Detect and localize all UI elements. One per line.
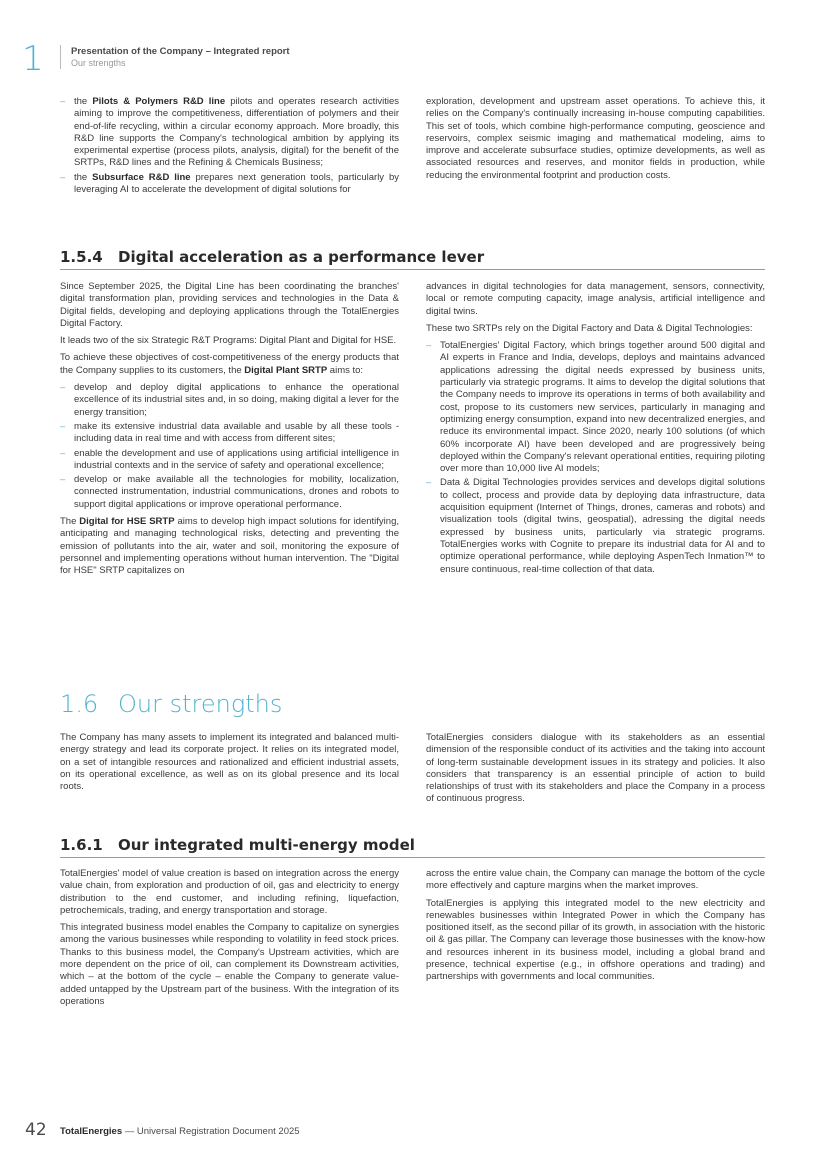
- list-item: – develop and deploy digital applications to enhance the operational excellence of its industrial sites and, in so doing, making digital a lever for the energy transition;: [60, 382, 399, 419]
- paragraph: TotalEnergies considers dialogue with its stakeholders as an essential dimension of the responsible conduct of its activities and the taking into account of long-term sustainable development issues in its strategy and policies. It also considers that transparency is an essential principle of action to build relationships of trust with its stakeholders and place the Company in a process of continuous progress.: [426, 732, 765, 805]
- page-number: 42: [25, 1120, 47, 1140]
- list-item: – make its extensive industrial data available and usable by all these tools - including data in real time and with access from different sites;: [60, 421, 399, 446]
- chapter-number: 1: [22, 39, 44, 79]
- top-right-column: [426, 96, 765, 187]
- section-number: 1.5.4: [60, 248, 103, 266]
- top-left-column: [60, 96, 399, 201]
- list-item: – the Subsurface R&D line prepares next generation tools, particularly by leveraging AI to accelerate the development of digital solutions for: [60, 172, 399, 197]
- paragraph: These two SRTPs rely on the Digital Factory and Data & Digital Technologies:: [426, 322, 753, 334]
- section-title: Our strengths: [118, 690, 283, 718]
- section-title: Our integrated multi-energy model: [118, 836, 415, 854]
- paragraph: It leads two of the six Strategic R&T Programs: Digital Plant and Digital for HSE.: [60, 335, 397, 347]
- section-heading-1-5-4: [60, 247, 765, 270]
- paragraph: Since September 2025, the Digital Line has been coordinating the branches' digital transformation plan, providing services and technologies in the Data & Digital fields, developing and deploying applications through the TotalEnergies Digital Factory.: [60, 281, 399, 329]
- running-header-subtitle: Our strengths: [71, 58, 126, 68]
- paragraph: advances in digital technologies for data management, sensors, connectivity, local or remote computing capacity, image analysis, artificial intelligence and digital twins.: [426, 281, 765, 317]
- footer-document-title: TotalEnergies — Universal Registration Document 2025: [60, 1126, 300, 1137]
- section-heading-1-6: [60, 688, 282, 720]
- paragraph: This integrated business model enables the Company to capitalize on synergies among the various businesses while responding to volatility in feed stock prices. Thanks to this business model, the Company's Upstream activities, which are more dependent on the price of oil, can complement its Downstream activities, which – at the bottom of the cycle – enable the Company to generate value-added untapped by the Upstream part of the business. With the integration of its operations: [60, 922, 399, 1007]
- s154-left-column: [60, 281, 399, 583]
- paragraph: The Digital for HSE SRTP aims to develop high impact solutions for identifying, anticipating and managing technological risks, detecting and preventing the emission of pollutants into the air, water and soil, monitoring the exposure of personnel and implementing operations without human intervention. The "Digital for HSE" SRTP capitalizes on: [60, 516, 399, 577]
- list-item: – Data & Digital Technologies provides services and develops digital solutions to collect, process and provide data by deploying data infrastructure, data acquisition equipment (Internet of Things, drones, cameras and robots) and visualization tools (digital twins, geospatial), adressing the digital needs expressed by business units, particularly via strategic programs. TotalEnergies works with Cognite to prepare its industrial data for AI and to optimize operational performance, while deploying AspenTech Inmation™ to ensure continuous, real-time collection of that data.: [426, 477, 765, 575]
- s154-right-column: [426, 281, 765, 581]
- list-item: – the Pilots & Polymers R&D line pilots and operates research activities aiming to improve the competitiveness, differentiation of polymers and their end-of-life recycling, within a circular economy approach. More broadly, this R&D line supports the Company's technological ambition by applying its experimental expertise (process pilots, analysis, digital) for the benefit of the SRTPs, R&D lines and the Refining & Chemicals Business;: [60, 96, 399, 170]
- s16-left-column: [60, 732, 399, 798]
- paragraph: exploration, development and upstream asset operations. To achieve this, it relies on the Company's continually increasing in-house computing capabilities. This set of tools, which combine high-performance computing, geoscience and reservoirs, complex seismic imaging and mathematical modeling, aims to improve and accelerate subsurface studies, optimize developments, as well as associated resources and reserves, and monitor fields in production, while reducing the environmental footprint and production costs.: [426, 96, 765, 181]
- section-number: 1.6: [60, 690, 99, 718]
- list-item: – TotalEnergies' Digital Factory, which brings together around 500 digital and AI experts in France and India, develops, deploys and maintains advanced applications adressing the digital needs expressed by business units, particularly via strategic programs. It aims to develop the digital solutions that the Company needs to improve its operations in terms of both availability and cost, propose to its customers new services, particularly in managing and optimizing energy consumption, expand into new decentralized energies, and reduce its environmental impact. Since 2020, nearly 100 solutions (of which 60% incorporate AI) have been developed and are progressively being deployed within the Company's relevant operational entities, requiring piloting over more than 10,000 live AI models;: [426, 340, 765, 475]
- running-header-title: Presentation of the Company – Integrated report: [71, 46, 290, 57]
- list-item: – enable the development and use of applications using artificial intelligence in industrial contexts and in the service of safety and operational excellence;: [60, 448, 399, 473]
- s161-left-column: [60, 868, 399, 1013]
- section-heading-1-6-1: [60, 835, 765, 858]
- s16-right-column: [426, 732, 765, 811]
- paragraph: To achieve these objectives of cost-competitiveness of the energy products that the Company supplies to its customers, the Digital Plant SRTP aims to:: [60, 352, 399, 376]
- paragraph: The Company has many assets to implement its integrated and balanced multi-energy strategy and lead its corporate project. It relies on its integrated model, on a set of intangible resources and rationalized and efficient industrial assets, on its operational excellence, as well as on its global presence and its local roots.: [60, 732, 399, 793]
- section-title: Digital acceleration as a performance lever: [118, 248, 485, 266]
- s161-right-column: [426, 868, 765, 989]
- paragraph: across the entire value chain, the Company can manage the bottom of the cycle more effectively and capture margins when the market improves.: [426, 868, 765, 892]
- paragraph: TotalEnergies' model of value creation is based on integration across the energy value chain, from exploration and production of oil, gas and electricity to energy distribution to the end customer, and including refining, liquefaction, petrochemicals, trading, and energy transportation and storage.: [60, 868, 399, 916]
- header-divider: [60, 45, 61, 69]
- paragraph: TotalEnergies is applying this integrated model to the new electricity and renewables businesses within Integrated Power in which the Company has positioned itself, as the second pillar of its growth, in association with the historic oil & gas pillar. The Company can leverage those businesses with the know-how and resources inherent in its business model, including a global brand and presence, technical expertise (e.g., in offshore operations and trading) and partnerships with governments and local communities.: [426, 897, 765, 983]
- section-number: 1.6.1: [60, 836, 103, 854]
- list-item: – develop or make available all the technologies for mobility, localization, connected instrumentation, industrial communications, drones and robots to support digital applications or improve operational performance.: [60, 474, 399, 511]
